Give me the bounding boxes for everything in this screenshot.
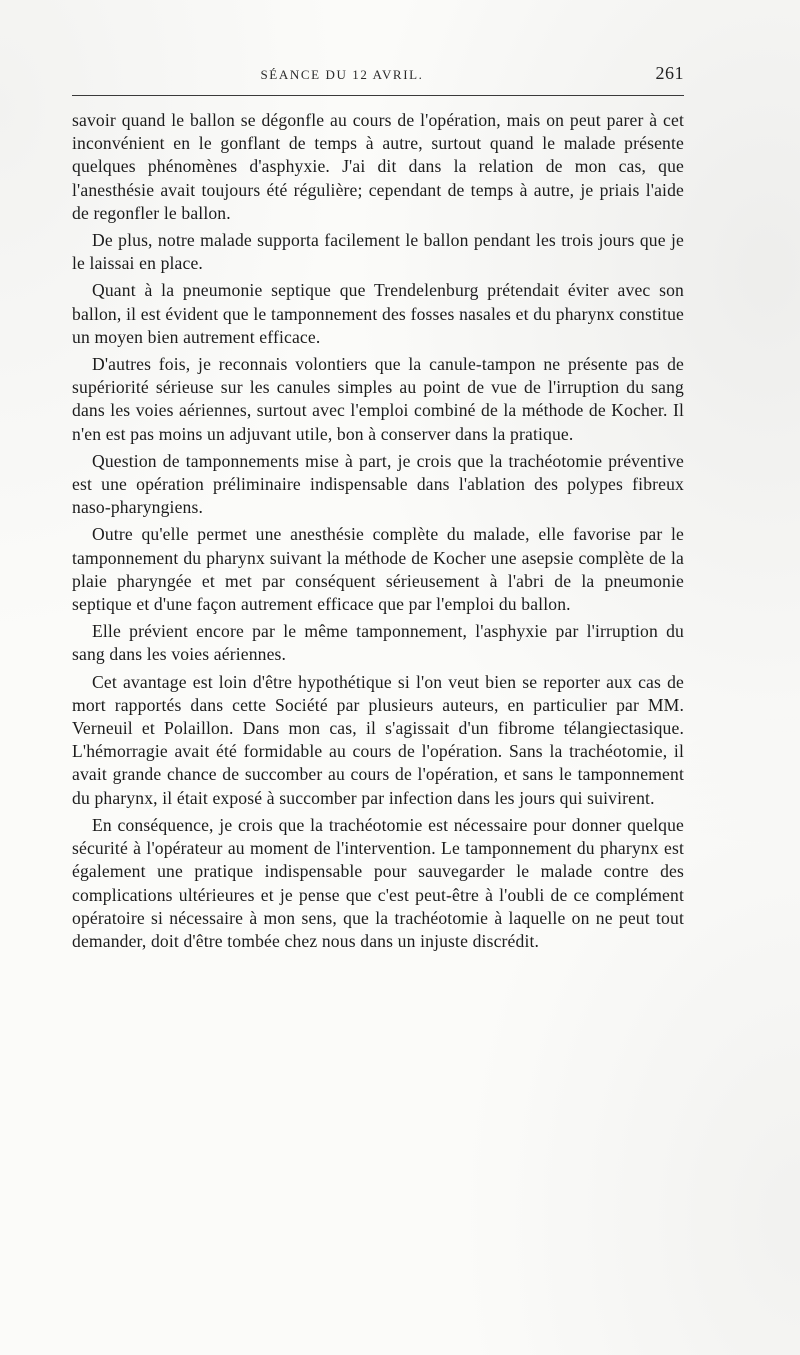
paragraph: En conséquence, je crois que la trachéotomie est nécessaire pour donner quelque sécurité à l'opérateur au moment de l'intervention. Le tamponnement du pharynx est également une pratique indispensable pour sauvegarder le malade contre des complications ultérieures et je pense que c'est peut-être à l'oubli de ce complément opératoire si nécessaire à mon sens, que la trachéotomie à laquelle on ne peut tout demander, doit d'être tombée chez nous dans un injuste discrédit.	[72, 814, 684, 951]
running-head: SÉANCE DU 12 AVRIL.	[260, 67, 424, 82]
paragraph-continuation: savoir quand le ballon se dégonfle au cours de l'opération, mais on peut parer à cet inconvénient en le gonflant de temps à autre, surtout quand le malade présente quelques phénomènes d'asphyxie. J'ai dit dans la relation de mon cas, que l'anesthésie avait toujours été régulière; cependant de temps à autre, je priais l'aide de regonfler le ballon.	[72, 110, 684, 223]
paragraph: D'autres fois, je reconnais volontiers que la canule-tampon ne présente pas de supériorité sérieuse sur les canules simples au point de vue de l'irruption du sang dans les voies aériennes, surtout avec l'emploi combiné de la méthode de Kocher. Il n'en est pas moins un adjuvant utile, bon à conserver dans la pratique.	[72, 354, 684, 444]
page-number: 261	[655, 63, 684, 83]
paragraph: Quant à la pneumonie septique que Trendelenburg prétendait éviter avec son ballon, il est évident que le tamponnement des fosses nasales et du pharynx constitue un moyen bien autrement efficace.	[72, 280, 684, 347]
body-text	[72, 109, 684, 953]
paragraph: Cet avantage est loin d'être hypothétique si l'on veut bien se reporter aux cas de mort rapportés dans cette Société par plusieurs auteurs, en particulier par MM. Verneuil et Polaillon. Dans mon cas, il s'agissait d'un fibrome télangiectasique. L'hémorragie avait été formidable au cours de l'opération. Sans la trachéotomie, il avait grande chance de succomber au cours de l'opération, et sans le tamponnement du pharynx, il était exposé à succomber par infection dans les jours qui suivirent.	[72, 671, 684, 808]
paragraph: Elle prévient encore par le même tamponnement, l'asphyxie par l'irruption du sang dans les voies aériennes.	[72, 621, 684, 665]
page-header	[72, 63, 684, 89]
paragraph: Outre qu'elle permet une anesthésie complète du malade, elle favorise par le tamponnement du pharynx suivant la méthode de Kocher une asepsie complète de la plaie pharyngée et met par conséquent sérieusement à l'abri de la pneumonie septique et d'une façon autrement efficace que par l'emploi du ballon.	[72, 524, 684, 615]
paragraph: De plus, notre malade supporta facilement le ballon pendant les trois jours que je le laissai en place.	[72, 230, 684, 274]
paragraph: Question de tamponnements mise à part, je crois que la trachéotomie préventive est une opération préliminaire indispensable dans l'ablation des polypes fibreux naso-pharyngiens.	[72, 450, 684, 518]
header-rule	[72, 95, 684, 96]
